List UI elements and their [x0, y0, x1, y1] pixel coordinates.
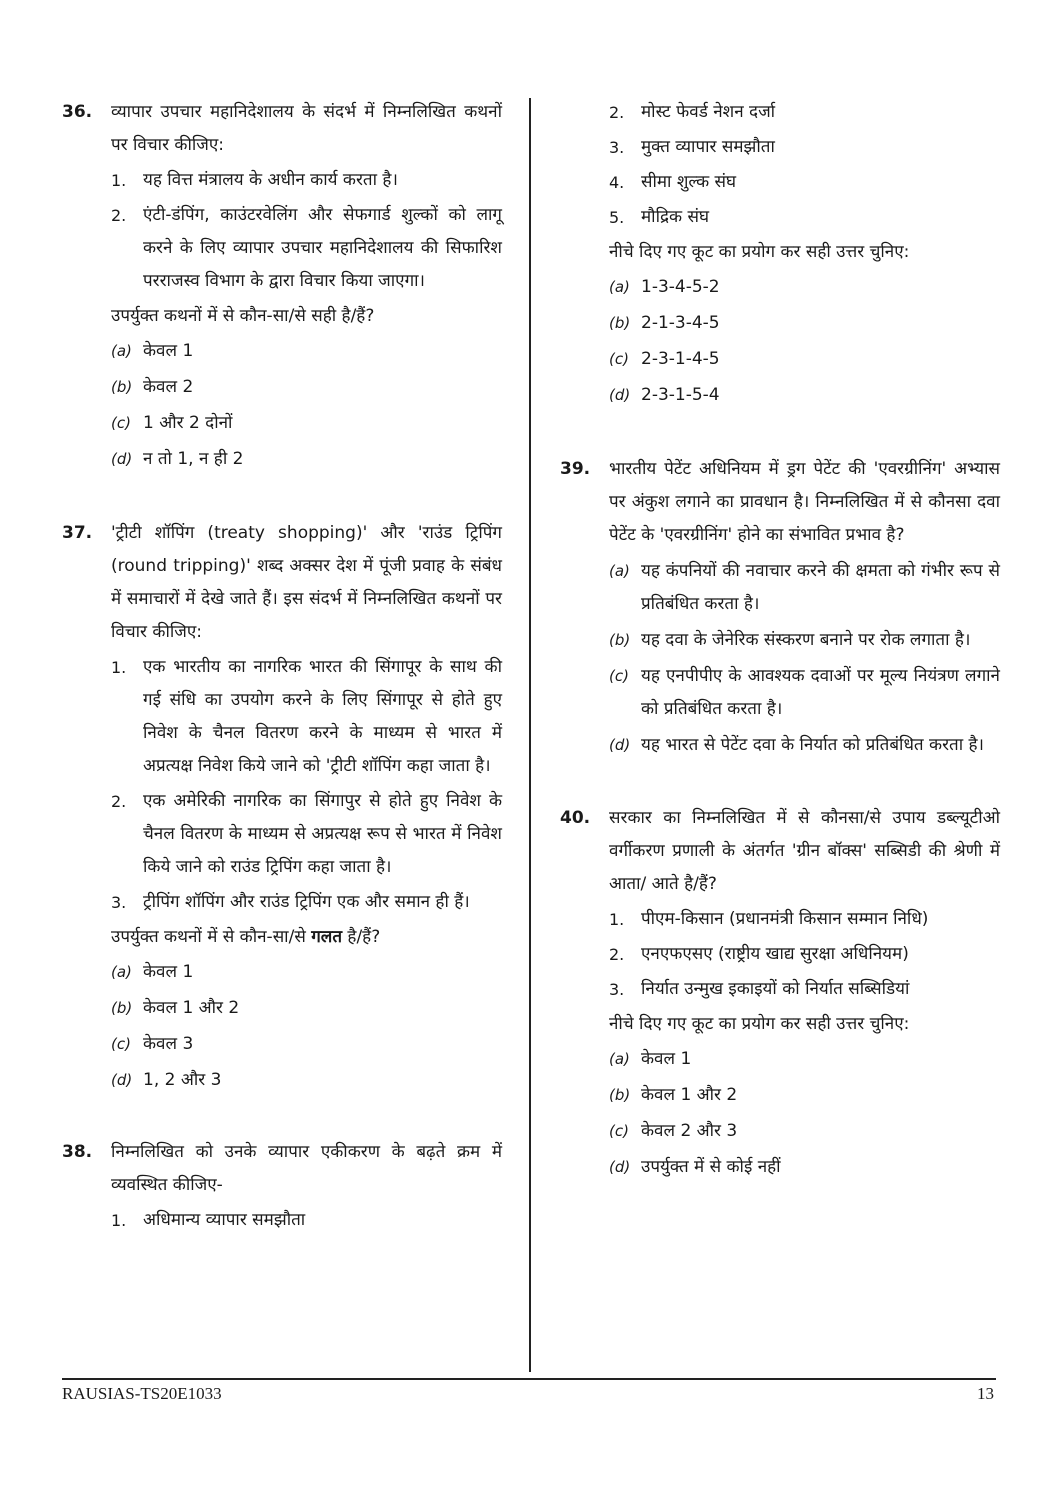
- option-c: (c) 1 और 2 दोनों: [111, 413, 233, 433]
- list-item: 3. मुक्त व्यापार समझौता: [609, 137, 775, 157]
- statement: 1. एक भारतीय का नागरिक भारत की सिंगापूर के साथ की गई संधि का उपयोग करने के लिए सिंगापूर से होते हुए निवेश के चैनल वितरण करने के माध्यम से भारत में अप्रत्यक्ष निवेश किये जाने को 'ट्रीटी शॉपिंग कहा जाता है।: [111, 657, 502, 776]
- statement: 1. पीएम-किसान (प्रधानमंत्री किसान सम्मान निधि): [609, 909, 929, 929]
- question-38: [62, 1136, 502, 1237]
- question-prompt: नीचे दिए गए कूट का प्रयोग कर सही उत्तर चुनिए:: [609, 242, 910, 262]
- statement: 1. यह वित्त मंत्रालय के अधीन कार्य करता है।: [111, 170, 398, 190]
- option-d: (d) 1, 2 और 3: [111, 1070, 222, 1090]
- option-d: (d) यह भारत से पेटेंट दवा के निर्यात को प्रतिबंधित करता है।: [609, 735, 984, 755]
- question-40: [560, 802, 1000, 1185]
- option-c: (c) 2-3-1-4-5: [609, 349, 720, 369]
- question-prompt: नीचे दिए गए कूट का प्रयोग कर सही उत्तर चुनिए:: [609, 1014, 910, 1034]
- option-d: (d) न तो 1, न ही 2: [111, 449, 244, 469]
- statement: 3. ट्रीपिंग शॉपिंग और राउंड ट्रिपिंग एक और समान ही हैं।: [111, 892, 470, 912]
- list-item: 2. मोस्ट फेवर्ड नेशन दर्जा: [609, 102, 776, 122]
- statement: 3. निर्यात उन्मुख इकाइयों को निर्यात सब्सिडियां: [609, 979, 910, 999]
- question-number: 36.: [62, 102, 93, 122]
- question-stem: निम्नलिखित को उनके व्यापार एकीकरण के बढ़ते क्रम में व्यवस्थित कीजिए-: [111, 1142, 502, 1195]
- option-a: (a) यह कंपनियों की नवाचार करने की क्षमता को गंभीर रूप से प्रतिबंधित करता है।: [609, 561, 1000, 614]
- option-c: (c) यह एनपीपीए के आवश्यक दवाओं पर मूल्य नियंत्रण लगाने को प्रतिबंधित करता है।: [609, 666, 1000, 719]
- right-column: [560, 96, 1000, 1185]
- question-prompt: उपर्युक्त कथनों में से कौन-सा/से सही है/हैं?: [111, 306, 375, 326]
- question-prompt: उपर्युक्त कथनों में से कौन-सा/से गलत है/हैं?: [111, 927, 381, 947]
- option-c: (c) केवल 3: [111, 1034, 194, 1054]
- option-c: (c) केवल 2 और 3: [609, 1121, 738, 1141]
- question-stem: भारतीय पेटेंट अधिनियम में ड्रग पेटेंट की 'एवरग्रीनिंग' अभ्यास पर अंकुश लगाने का प्रावधान है। निम्नलिखित में से कौनसा दवा पेटेंट के 'एवरग्रीनिंग' होने का संभावित प्रभाव है?: [609, 459, 1000, 545]
- list-item: 5. मौद्रिक संघ: [609, 207, 709, 227]
- statement: 2. एक अमेरिकी नागरिक का सिंगापुर से होते हुए निवेश के चैनल वितरण के माध्यम से अप्रत्यक्ष रूप से भारत में निवेश किये जाने को राउंड ट्रिपिंग कहा जाता है।: [111, 791, 502, 877]
- option-b: (b) केवल 1 और 2: [609, 1085, 738, 1105]
- list-item: 4. सीमा शुल्क संघ: [609, 172, 737, 192]
- question-number: 38.: [62, 1142, 93, 1162]
- footer-rule: [62, 1378, 996, 1380]
- option-b: (b) केवल 1 और 2: [111, 998, 240, 1018]
- statement: 2. एनएफएसए (राष्ट्रीय खाद्य सुरक्षा अधिनियम): [609, 944, 909, 964]
- option-a: (a) केवल 1: [111, 962, 194, 982]
- question-36: [62, 96, 502, 477]
- question-number: 37.: [62, 523, 93, 543]
- option-d: (d) 2-3-1-5-4: [609, 385, 720, 405]
- emphasis-text: गलत: [311, 927, 343, 947]
- statement: 2. एंटी-डंपिंग, काउंटरवेलिंग और सेफगार्ड शुल्कों को लागू करने के लिए व्यापार उपचार महानिदेशालय की सिफारिश परराजस्व विभाग के द्वारा विचार किया जाएगा।: [111, 205, 502, 291]
- left-column: [62, 96, 502, 1237]
- option-b: (b) केवल 2: [111, 377, 194, 397]
- option-b: (b) यह दवा के जेनेरिक संस्करण बनाने पर रोक लगाता है।: [609, 630, 971, 650]
- question-37: [62, 517, 502, 1098]
- question-stem: सरकार का निम्नलिखित में से कौनसा/से उपाय डब्ल्यूटीओ वर्गीकरण प्रणाली के अंतर्गत 'ग्रीन बॉक्स' सब्सिडी की श्रेणी में आता/ आते है/हैं?: [609, 808, 1000, 894]
- option-a: (a) केवल 1: [111, 341, 194, 361]
- question-38-continued: [560, 96, 1000, 413]
- option-a: (a) केवल 1: [609, 1049, 692, 1069]
- question-39: [560, 453, 1000, 762]
- list-item: 1. अधिमान्य व्यापार समझौता: [111, 1210, 306, 1230]
- option-a: (a) 1-3-4-5-2: [609, 277, 720, 297]
- option-d: (d) उपर्युक्त में से कोई नहीं: [609, 1157, 781, 1177]
- column-divider: [529, 98, 531, 1372]
- question-number: 40.: [560, 808, 591, 828]
- question-stem: 'ट्रीटी शॉपिंग (treaty shopping)' और 'राउंड ट्रिपिंग (round tripping)' शब्द अक्सर देश में पूंजी प्रवाह के संबंध में समाचारों में देखे जाते हैं। इस संदर्भ में निम्नलिखित कथनों पर विचार कीजिए:: [111, 523, 502, 642]
- question-stem: व्यापार उपचार महानिदेशालय के संदर्भ में निम्नलिखित कथनों पर विचार कीजिए:: [111, 102, 502, 155]
- option-b: (b) 2-1-3-4-5: [609, 313, 720, 333]
- footer-code: RAUSIAS-TS20E1033: [62, 1384, 222, 1403]
- question-number: 39.: [560, 459, 591, 479]
- page-number: 13: [977, 1384, 994, 1403]
